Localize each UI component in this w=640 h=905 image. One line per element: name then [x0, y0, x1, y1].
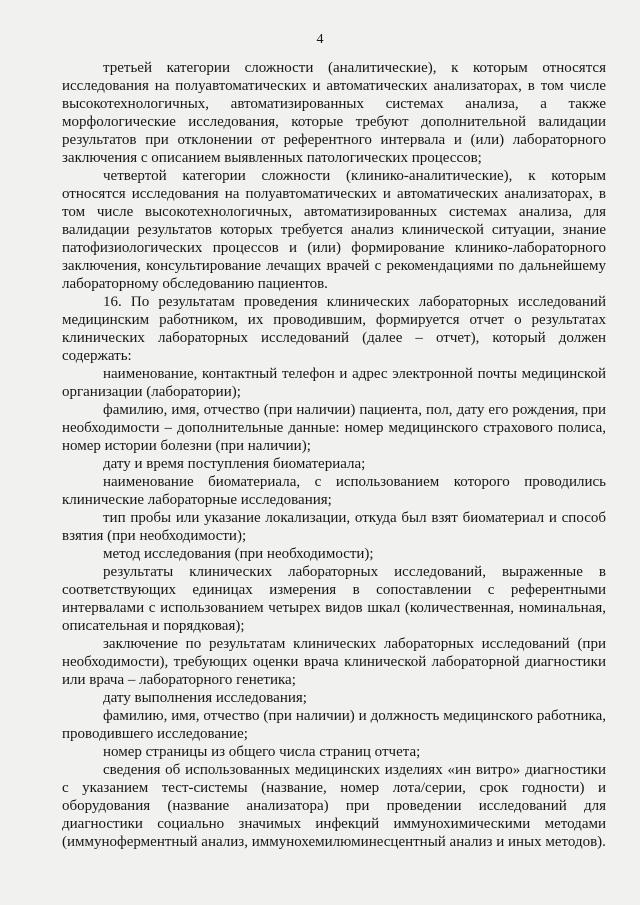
paragraph: фамилию, имя, отчество (при наличии) пациента, пол, дату его рождения, при необходимости – дополнительные данные: номер медицинского страхового полиса, номер истории болезни (при наличии);	[62, 402, 606, 454]
paragraph: тип пробы или указание локализации, откуда был взят биоматериал и способ взятия (при необходимости);	[62, 510, 606, 544]
paragraph: фамилию, имя, отчество (при наличии) и должность медицинского работника, проводившего исследование;	[62, 708, 606, 742]
paragraph: наименование биоматериала, с использованием которого проводились клинические лабораторные исследования;	[62, 474, 606, 508]
paragraph: заключение по результатам клинических лабораторных исследований (при необходимости), требующих оценки врача клинической лабораторной диагностики или врача – лабораторного генетика;	[62, 636, 606, 688]
paragraph: дату и время поступления биоматериала;	[103, 456, 366, 472]
page-number: 4	[316, 32, 324, 47]
body-text	[62, 59, 606, 851]
paragraph: результаты клинических лабораторных исследований, выраженные в соответствующих единицах измерения в сопоставлении с референтными интервалами с использованием четырех видов шкал (количественная, номинальная, описательная и порядковая);	[62, 564, 606, 634]
paragraph: четвертой категории сложности (клинико-аналитические), к которым относятся исследования на полуавтоматических и автоматических анализаторах, в том числе высокотехнологичных, автоматизированных системах анализа, для валидации результатов которых требуется анализ клинической ситуации, знание патофизиологических процессов и (или) формирование клинико-лабораторного заключения, консультирование лечащих врачей с рекомендациями по дальнейшему лабораторному обследованию пациентов.	[62, 168, 606, 292]
paragraph: сведения об использованных медицинских изделиях «ин витро» диагностики с указанием тест-системы (название, номер лота/серии, срок годности) и оборудования (название анализатора) при проведении исследований для диагностики социально значимых инфекций иммунохимическими методами (иммуноферментный анализ, иммунохемилюминесцентный анализ и иных методов).	[62, 762, 606, 850]
paragraph: номер страницы из общего числа страниц отчета;	[103, 744, 421, 760]
paragraph: наименование, контактный телефон и адрес электронной почты медицинской организации (лаборатории);	[62, 366, 606, 400]
paragraph: 16. По результатам проведения клинических лабораторных исследований медицинским работником, их проводившим, формируется отчет о результатах клинических лабораторных исследований (далее – отчет), который должен содержать:	[62, 294, 606, 364]
paragraph: метод исследования (при необходимости);	[103, 546, 374, 562]
paragraph: третьей категории сложности (аналитические), к которым относятся исследования на полуавтоматических и автоматических анализаторах, в том числе высокотехнологичных, автоматизированных системах анализа, а также морфологические исследования, которые требуют дополнительной валидации результатов при отклонении от референтного интервала и (или) лабораторного заключения с описанием выявленных патологических процессов;	[62, 60, 606, 166]
paragraph: дату выполнения исследования;	[103, 690, 307, 706]
